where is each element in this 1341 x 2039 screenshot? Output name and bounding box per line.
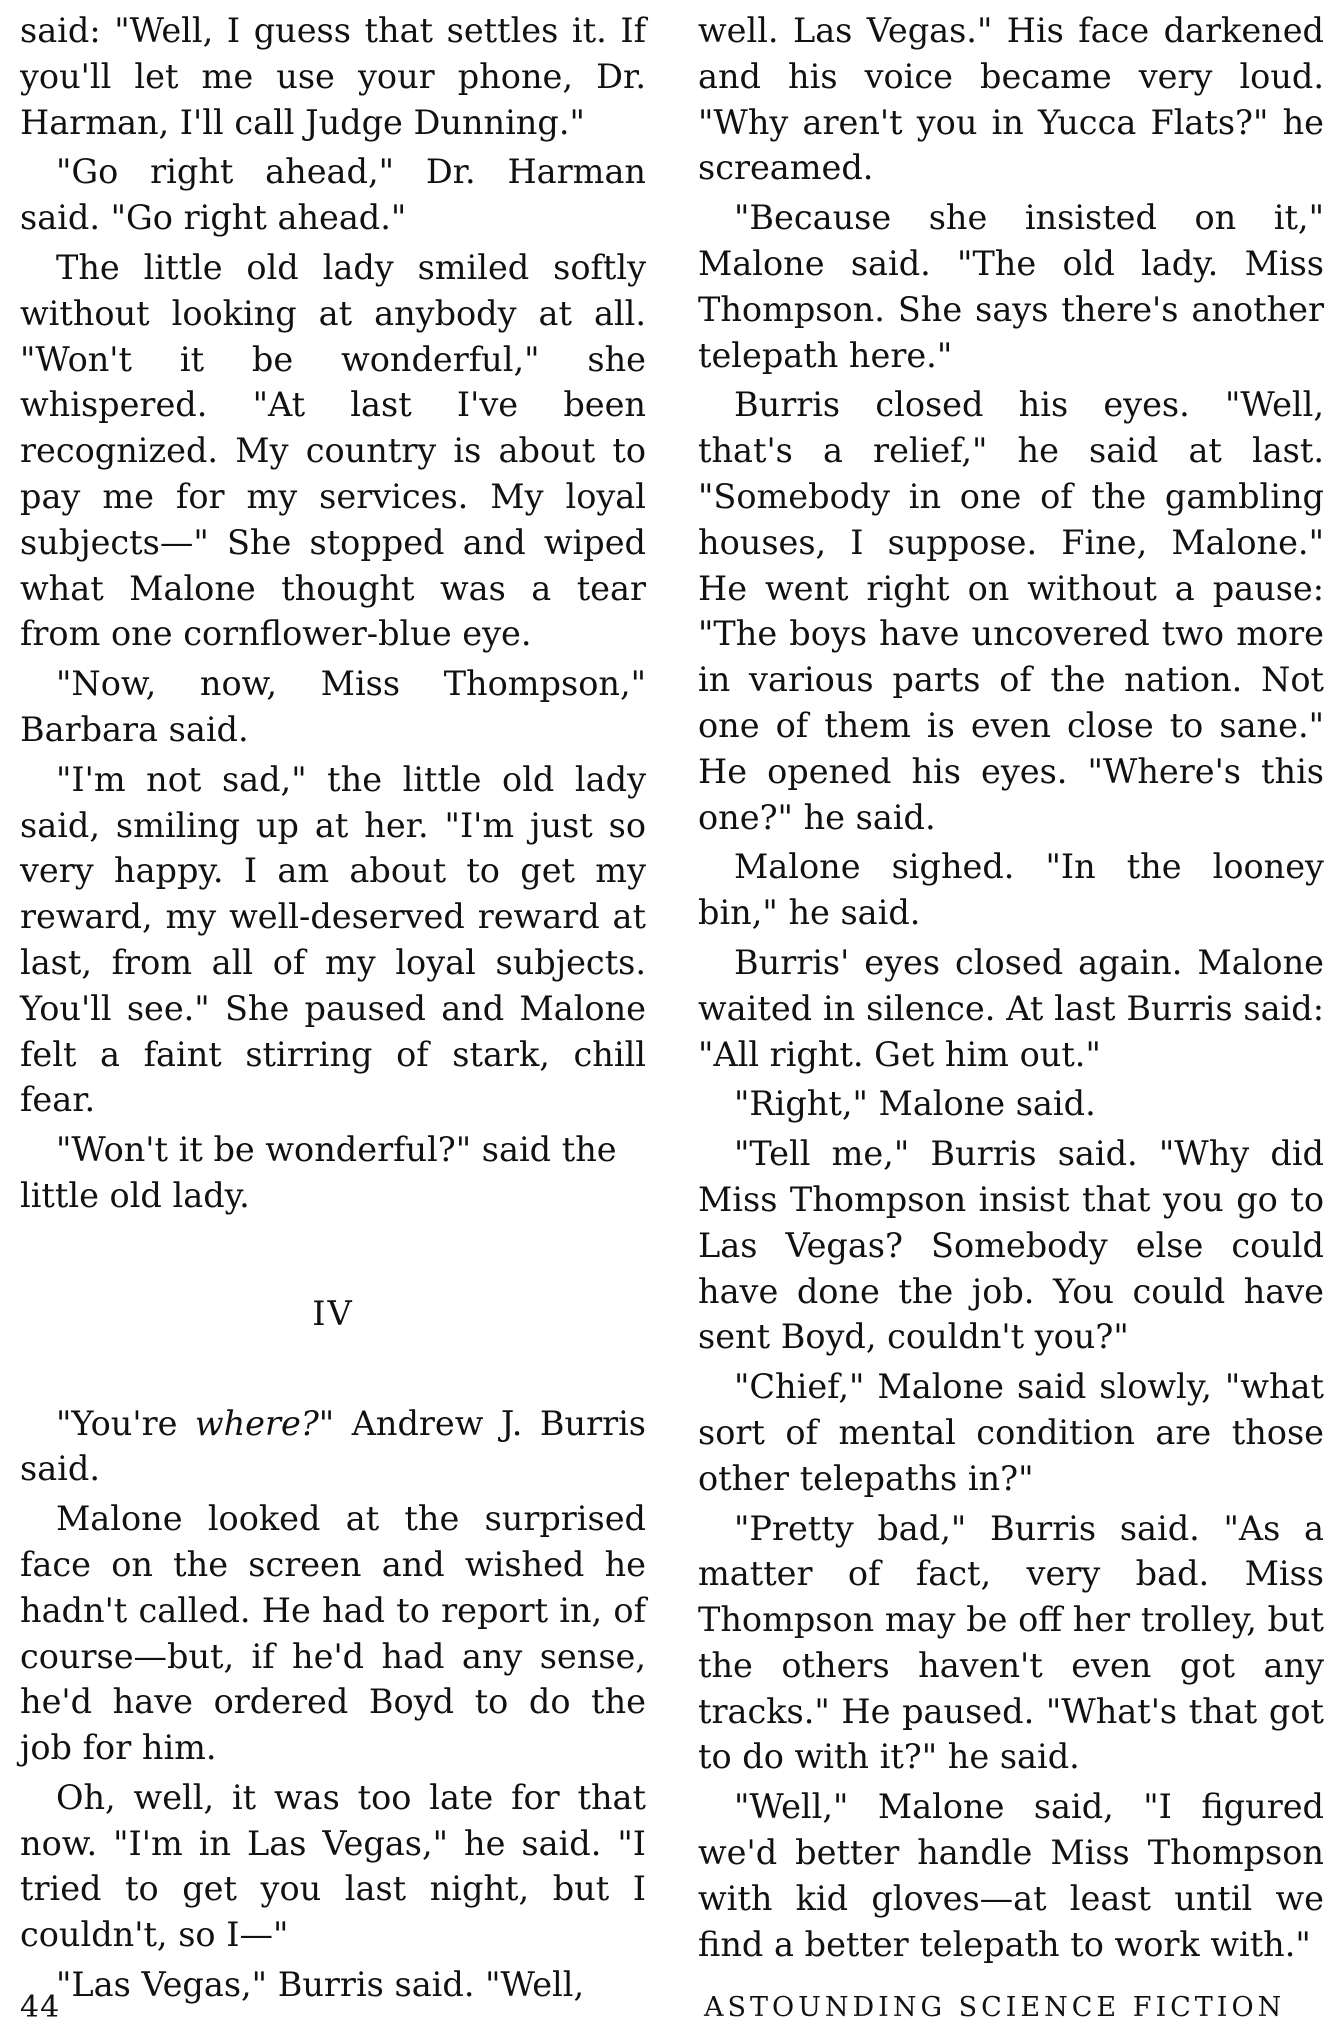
paragraph: Malone looked at the surprised face on the screen and wished he hadn't called. He had to report in, of course—but, if he'd had any sense, he'd have ordered Boyd to do the job for him. (20, 1499, 646, 1768)
right-column (698, 8, 1324, 1971)
paragraph: said: "Well, I guess that settles it. If you'll let me use your phone, Dr. Harman, I'll call Judge Dunning." (20, 11, 646, 142)
emphasis-text: where?" (194, 1403, 335, 1443)
paragraph: "Go right ahead," Dr. Harman said. "Go right ahead." (20, 152, 646, 238)
paragraph: "Right," Malone said. (734, 1084, 1096, 1124)
paragraph: well. Las Vegas." His face darkened and his voice became very loud. "Why aren't you in Yucca Flats?" he screamed. (698, 11, 1324, 188)
paragraph-text: "You're (56, 1403, 195, 1443)
paragraph: Oh, well, it was too late for that now. "I'm in Las Vegas," he said. "I tried to get you last night, but I couldn't, so I—" (20, 1777, 646, 1955)
paragraph: Burris' eyes closed again. Malone waited in silence. At last Burris said: "All right. Get him out." (698, 942, 1324, 1074)
paragraph: "Chief," Malone said slowly, "what sort of mental condition are those other telepaths in?" (698, 1367, 1324, 1498)
paragraph: "Tell me," Burris said. "Why did Miss Thompson insist that you go to Las Vegas? Somebody else could have done the job. You could have sent Boyd, couldn't you?" (698, 1134, 1324, 1357)
section-heading: IV (312, 1293, 354, 1333)
paragraph: The little old lady smiled softly without looking at anybody at all. "Won't it be wonderful," she whispered. "At last I've been recognized. My country is about to pay me for my services. My loyal subjects—" She stopped and wiped what Malone thought was a tear from one cornflower-blue eye. (20, 247, 646, 654)
running-title: ASTOUNDING SCIENCE FICTION (704, 1992, 1286, 2023)
paragraph: "Because she insisted on it," Malone said. "The old lady. Miss Thompson. She says there's another telepath here." (698, 198, 1324, 375)
page-number: 44 (20, 1990, 61, 2025)
left-column (20, 8, 646, 2012)
paragraph: Malone sighed. "In the looney bin," he said. (698, 847, 1324, 933)
paragraph-text: Andrew J. Burris said. (20, 1403, 646, 1489)
paragraph: Burris closed his eyes. "Well, that's a relief," he said at last. "Somebody in one of the gambling houses, I suppose. Fine, Malone." He went right on without a pause: "The boys have uncovered two more in various parts of the nation. Not one of them is even close to sane." He opened his eyes. "Where's this one?" he said. (698, 385, 1324, 837)
paragraph: "Well," Malone said, "I figured we'd better handle Miss Thompson with kid gloves—at least until we find a better telepath to work with." (698, 1787, 1324, 1964)
paragraph: "Won't it be wonderful?" said the little old lady. (20, 1130, 617, 1215)
paragraph: "Now, now, Miss Thompson," Barbara said. (20, 664, 646, 749)
paragraph: "Las Vegas," Burris said. "Well, (56, 1965, 585, 2005)
paragraph: "I'm not sad," the little old lady said, smiling up at her. "I'm just so very happy. I am about to get my reward, my well-deserved reward at last, from all of my loyal subjects. You'll see." She paused and Malone felt a faint stirring of stark, chill fear. (20, 759, 646, 1120)
paragraph: "Pretty bad," Burris said. "As a matter of fact, very bad. Miss Thompson may be off her trolley, but the others haven't even got any tracks." He paused. "What's that got to do with it?" he said. (698, 1508, 1324, 1777)
paragraph (20, 1401, 646, 1493)
